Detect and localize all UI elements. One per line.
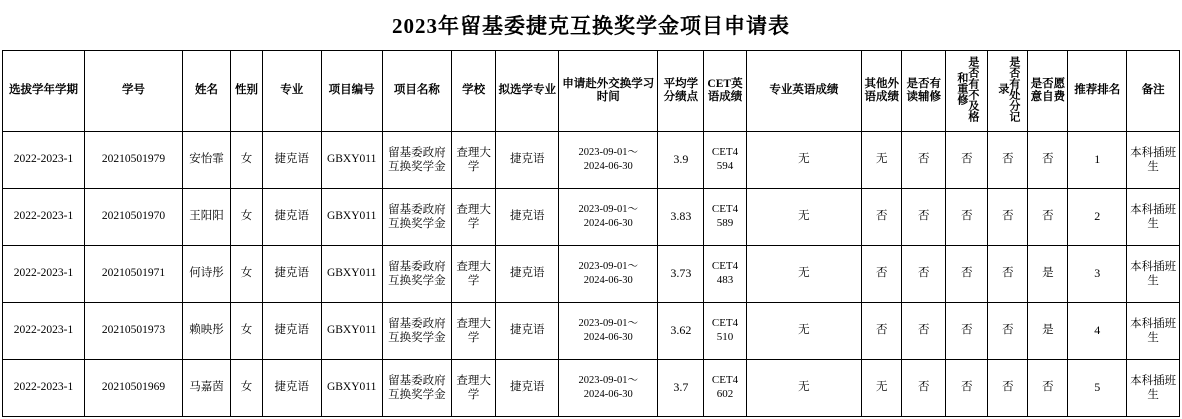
table-row xyxy=(3,303,1180,360)
cell-punishment: 否 xyxy=(988,303,1028,360)
cell-gpa: 3.73 xyxy=(658,246,704,303)
header-label: 申请赴外交换学习时间 xyxy=(562,77,655,103)
cell-other-language: 否 xyxy=(862,246,902,303)
column-header-self-funded xyxy=(1028,51,1068,132)
cell-intended-major: 捷克语 xyxy=(496,189,559,246)
cell-minor: 否 xyxy=(902,189,946,246)
cell-fail-retake: 否 xyxy=(946,132,988,189)
header-label: 是否愿意自费 xyxy=(1030,77,1066,103)
cell-project-code: GBXY011 xyxy=(321,132,382,189)
header-label: 学号 xyxy=(121,84,145,97)
column-header-other-language xyxy=(862,51,902,132)
header-label: 平均学分绩点 xyxy=(663,77,699,103)
cell-self-funded: 是 xyxy=(1028,246,1068,303)
page-title: 2023年留基委捷克互换奖学金项目申请表 xyxy=(392,14,790,38)
column-header-gpa xyxy=(658,51,704,132)
header-label: 选拔学年学期 xyxy=(9,84,79,97)
cell-cet xyxy=(704,132,746,189)
cet-level: CET4 xyxy=(711,146,739,159)
cell-major-english: 无 xyxy=(746,132,862,189)
cell-gpa: 3.83 xyxy=(658,189,704,246)
cell-name: 何诗彤 xyxy=(182,246,230,303)
cell-major-english: 无 xyxy=(746,303,862,360)
cell-minor: 否 xyxy=(902,303,946,360)
column-header-project-code xyxy=(321,51,382,132)
cell-name: 马嘉茵 xyxy=(182,360,230,417)
table-row xyxy=(3,360,1180,417)
column-header-major-english xyxy=(746,51,862,132)
cell-remark: 本科插班生 xyxy=(1127,132,1180,189)
period-end: 2024-06-30 xyxy=(583,161,633,172)
cell-other-language: 无 xyxy=(862,132,902,189)
cell-term: 2022-2023-1 xyxy=(3,132,85,189)
cell-major: 捷克语 xyxy=(262,303,321,360)
header-label: 推荐排名 xyxy=(1074,84,1121,97)
period-start: 2023-09-01～ xyxy=(578,261,639,273)
header-label: 拟选学专业 xyxy=(498,84,557,97)
cell-project-name: 留基委政府互换奖学金 xyxy=(382,303,451,360)
cell-exchange-period xyxy=(559,189,658,246)
header-label: 专业英语成绩 xyxy=(769,84,839,97)
cell-name: 安怡霏 xyxy=(182,132,230,189)
header-label: 性别 xyxy=(234,84,258,97)
column-header-minor xyxy=(902,51,946,132)
header-label: 姓名 xyxy=(195,84,219,97)
period-end: 2024-06-30 xyxy=(583,275,633,286)
cell-fail-retake: 否 xyxy=(946,303,988,360)
cell-punishment: 否 xyxy=(988,246,1028,303)
cell-remark: 本科插班生 xyxy=(1127,246,1180,303)
cell-name: 赖映彤 xyxy=(182,303,230,360)
column-header-fail-retake xyxy=(946,51,988,132)
cell-cet xyxy=(704,246,746,303)
column-header-major xyxy=(262,51,321,132)
column-header-gender xyxy=(231,51,263,132)
period-start: 2023-09-01～ xyxy=(578,204,639,216)
cell-term: 2022-2023-1 xyxy=(3,360,85,417)
cet-score: 483 xyxy=(716,274,734,286)
cet-level: CET4 xyxy=(711,317,739,330)
cell-gpa: 3.62 xyxy=(658,303,704,360)
period-start: 2023-09-01～ xyxy=(578,318,639,330)
cell-intended-major: 捷克语 xyxy=(496,246,559,303)
cell-project-code: GBXY011 xyxy=(321,246,382,303)
cell-gender: 女 xyxy=(231,303,263,360)
cell-major-english: 无 xyxy=(746,189,862,246)
cell-intended-major: 捷克语 xyxy=(496,360,559,417)
cell-gender: 女 xyxy=(231,189,263,246)
cell-self-funded: 否 xyxy=(1028,189,1068,246)
table-header-row xyxy=(3,51,1180,132)
header-label: 专业 xyxy=(280,84,304,97)
cell-remark: 本科插班生 xyxy=(1127,360,1180,417)
header-label: 其他外语成绩 xyxy=(864,77,899,103)
header-label: CET英语成绩 xyxy=(707,77,743,103)
column-header-student-id xyxy=(85,51,183,132)
cell-intended-major: 捷克语 xyxy=(496,303,559,360)
cell-school: 查理大学 xyxy=(452,303,496,360)
header-label: 是否有读辅修 xyxy=(906,77,942,103)
cell-intended-major: 捷克语 xyxy=(496,132,559,189)
cell-remark: 本科插班生 xyxy=(1127,303,1180,360)
header-label: 是否有不及格和重修 xyxy=(955,55,979,122)
application-table xyxy=(2,50,1180,417)
header-label: 项目名称 xyxy=(393,84,440,97)
cet-score: 589 xyxy=(716,217,734,229)
cell-minor: 否 xyxy=(902,246,946,303)
header-label: 是否有处分记录 xyxy=(996,55,1020,122)
cell-major: 捷克语 xyxy=(262,360,321,417)
cell-gender: 女 xyxy=(231,132,263,189)
cell-exchange-period xyxy=(559,246,658,303)
cell-project-name: 留基委政府互换奖学金 xyxy=(382,360,451,417)
header-label: 项目编号 xyxy=(328,84,375,97)
column-header-cet xyxy=(704,51,746,132)
cell-term: 2022-2023-1 xyxy=(3,303,85,360)
cell-term: 2022-2023-1 xyxy=(3,246,85,303)
cell-exchange-period xyxy=(559,360,658,417)
cell-cet xyxy=(704,189,746,246)
cet-score: 510 xyxy=(716,331,734,343)
cell-cet xyxy=(704,360,746,417)
cell-remark: 本科插班生 xyxy=(1127,189,1180,246)
column-header-intended-major xyxy=(496,51,559,132)
cell-major: 捷克语 xyxy=(262,132,321,189)
cell-student-id: 20210501971 xyxy=(85,246,183,303)
cell-rank: 3 xyxy=(1068,246,1127,303)
cell-fail-retake: 否 xyxy=(946,360,988,417)
cell-student-id: 20210501970 xyxy=(85,189,183,246)
cell-rank: 4 xyxy=(1068,303,1127,360)
header-label: 学校 xyxy=(462,84,486,97)
cell-gender: 女 xyxy=(231,360,263,417)
cell-rank: 5 xyxy=(1068,360,1127,417)
period-end: 2024-06-30 xyxy=(583,332,633,343)
cell-name: 王阳阳 xyxy=(182,189,230,246)
cell-project-name: 留基委政府互换奖学金 xyxy=(382,246,451,303)
cell-student-id: 20210501969 xyxy=(85,360,183,417)
period-end: 2024-06-30 xyxy=(583,218,633,229)
header-label: 备注 xyxy=(1141,84,1165,97)
cell-cet xyxy=(704,303,746,360)
cell-project-code: GBXY011 xyxy=(321,189,382,246)
cell-gpa: 3.7 xyxy=(658,360,704,417)
cell-other-language: 否 xyxy=(862,303,902,360)
cell-school: 查理大学 xyxy=(452,132,496,189)
cell-self-funded: 是 xyxy=(1028,303,1068,360)
column-header-remark xyxy=(1127,51,1180,132)
cell-other-language: 无 xyxy=(862,360,902,417)
cell-gender: 女 xyxy=(231,246,263,303)
cell-major: 捷克语 xyxy=(262,246,321,303)
cell-major-english: 无 xyxy=(746,360,862,417)
cell-school: 查理大学 xyxy=(452,360,496,417)
cell-rank: 1 xyxy=(1068,132,1127,189)
column-header-term xyxy=(3,51,85,132)
column-header-rank xyxy=(1068,51,1127,132)
cell-other-language: 否 xyxy=(862,189,902,246)
cell-major-english: 无 xyxy=(746,246,862,303)
table-body xyxy=(3,132,1180,417)
cell-fail-retake: 否 xyxy=(946,189,988,246)
cet-score: 602 xyxy=(716,388,734,400)
period-start: 2023-09-01～ xyxy=(578,147,639,159)
cell-exchange-period xyxy=(559,132,658,189)
cell-self-funded: 否 xyxy=(1028,360,1068,417)
table-row xyxy=(3,246,1180,303)
cet-score: 594 xyxy=(716,160,734,172)
cet-level: CET4 xyxy=(711,203,739,216)
cell-self-funded: 否 xyxy=(1028,132,1068,189)
cell-project-name: 留基委政府互换奖学金 xyxy=(382,132,451,189)
cell-project-code: GBXY011 xyxy=(321,303,382,360)
cell-rank: 2 xyxy=(1068,189,1127,246)
period-end: 2024-06-30 xyxy=(583,389,633,400)
period-start: 2023-09-01～ xyxy=(578,375,639,387)
cell-punishment: 否 xyxy=(988,189,1028,246)
cell-school: 查理大学 xyxy=(452,189,496,246)
table-row xyxy=(3,189,1180,246)
cell-minor: 否 xyxy=(902,132,946,189)
cell-project-name: 留基委政府互换奖学金 xyxy=(382,189,451,246)
column-header-school xyxy=(452,51,496,132)
table-row xyxy=(3,132,1180,189)
cell-punishment: 否 xyxy=(988,360,1028,417)
cell-school: 查理大学 xyxy=(452,246,496,303)
cell-gpa: 3.9 xyxy=(658,132,704,189)
cell-fail-retake: 否 xyxy=(946,246,988,303)
column-header-name xyxy=(182,51,230,132)
cell-exchange-period xyxy=(559,303,658,360)
cell-major: 捷克语 xyxy=(262,189,321,246)
cell-project-code: GBXY011 xyxy=(321,360,382,417)
cell-student-id: 20210501973 xyxy=(85,303,183,360)
cell-minor: 否 xyxy=(902,360,946,417)
column-header-exchange-period xyxy=(559,51,658,132)
cet-level: CET4 xyxy=(711,260,739,273)
cell-term: 2022-2023-1 xyxy=(3,189,85,246)
cell-punishment: 否 xyxy=(988,132,1028,189)
cet-level: CET4 xyxy=(711,374,739,387)
column-header-punishment xyxy=(988,51,1028,132)
column-header-project-name xyxy=(382,51,451,132)
cell-student-id: 20210501979 xyxy=(85,132,183,189)
